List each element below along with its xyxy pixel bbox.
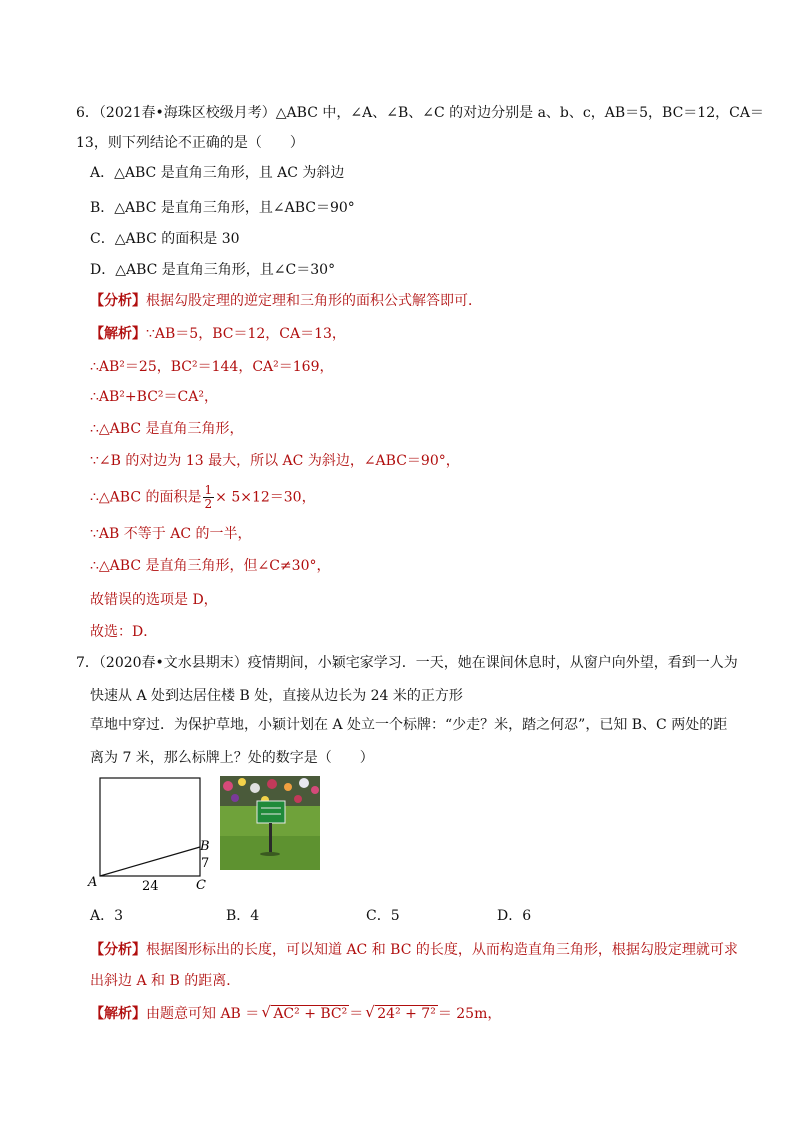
q7-option-d: D．6	[497, 908, 532, 924]
label-24: 24	[142, 879, 159, 894]
q6-solution-line5: ∵∠B 的对边为 13 最大，所以 AC 为斜边，∠ABC＝90°，	[90, 453, 460, 469]
solution-text: 由题意可知 AB ＝	[146, 1006, 260, 1022]
q6-solution-line9: 故错误的选项是 D，	[90, 592, 218, 608]
fraction-numerator: 1	[204, 483, 213, 497]
q6-analysis	[90, 291, 482, 311]
analysis-tag: 【分析】	[90, 293, 146, 309]
q6-option-c: C．△ABC 的面积是 30	[90, 231, 240, 247]
label-c: C	[196, 878, 206, 893]
solution-text: ∵AB＝5，BC＝12，CA＝13，	[146, 326, 346, 342]
q7-stem-line1: 7．（2020春•文水县期末）疫情期间，小颖宅家学习．一天，她在课间休息时，从窗户向外望，看到一人为	[76, 655, 738, 671]
solution-tag: 【解析】	[90, 326, 146, 342]
q6-solution-line7: ∵AB 不等于 AC 的一半，	[90, 526, 252, 542]
q6-solution-line6	[90, 484, 316, 511]
q7-stem-line2: 快速从 A 处到达居住楼 B 处，直接从边长为 24 米的正方形	[90, 688, 463, 704]
analysis-text: 根据勾股定理的逆定理和三角形的面积公式解答即可．	[146, 293, 482, 309]
equals-sign: ＝	[349, 1006, 364, 1022]
solution-tag: 【解析】	[90, 1006, 146, 1022]
q6-solution-line2: ∴AB²＝25，BC²＝144，CA²＝169，	[90, 359, 334, 375]
q6-stem-line2: 13，则下列结论不正确的是（ ）	[76, 135, 304, 151]
q6-solution-line3: ∴AB²+BC²＝CA²，	[90, 389, 218, 405]
q7-stem-line4: 离为 7 米，那么标牌上？处的数字是（ ）	[90, 750, 374, 766]
analysis-tag: 【分析】	[90, 942, 146, 958]
label-a: A	[88, 875, 98, 890]
diagonal-path	[100, 847, 200, 876]
sqrt-expression-2	[365, 1004, 438, 1024]
area-result: × 5×12＝30，	[215, 489, 316, 506]
q6-option-d: D．△ABC 是直角三角形，且∠C＝30°	[90, 262, 336, 278]
q7-analysis-line1	[90, 940, 738, 960]
radicand-1: AC² + BC²	[273, 1006, 348, 1022]
solution-result: ＝ 25m，	[437, 1006, 502, 1022]
lawn-sign-image	[220, 776, 320, 870]
q7-solution-line1	[90, 1004, 501, 1024]
q6-solution-line1	[90, 324, 346, 344]
q6-solution-line8: ∴△ABC 是直角三角形，但∠C≠30°，	[90, 558, 331, 574]
q6-solution-line10: 故选：D．	[90, 624, 158, 640]
q6-stem-line1: 6．（2021春•海珠区校级月考）△ABC 中，∠A、∠B、∠C 的对边分别是 a、b、c，AB＝5，BC＝12，CA＝	[76, 105, 764, 121]
square-lawn-figure	[86, 770, 216, 894]
sqrt-expression-1	[261, 1004, 349, 1024]
half-fraction	[203, 484, 215, 511]
analysis-text: 根据图形标出的长度，可以知道 AC 和 BC 的长度，从而构造直角三角形，根据勾股定理就可求	[146, 942, 738, 958]
q6-solution-line4: ∴△ABC 是直角三角形，	[90, 421, 244, 437]
q6-option-a: A．△ABC 是直角三角形，且 AC 为斜边	[90, 165, 345, 181]
q6-option-b: B．△ABC 是直角三角形，且∠ABC＝90°	[90, 200, 355, 216]
q7-option-a: A．3	[90, 908, 124, 924]
label-7: 7	[201, 856, 210, 871]
q7-analysis-line2: 出斜边 A 和 B 的距离．	[90, 973, 241, 989]
q7-option-b: B．4	[226, 908, 260, 924]
q7-option-c: C．5	[366, 908, 400, 924]
lawn-sign-photo	[220, 776, 320, 870]
label-b: B	[200, 839, 210, 854]
area-text: ∴△ABC 的面积是	[90, 489, 202, 506]
fraction-denominator: 2	[204, 497, 213, 511]
q7-stem-line3: 草地中穿过．为保护草地，小颖计划在 A 处立一个标牌：“少走？米，踏之何忍”，已知 B、C 两处的距	[90, 717, 728, 733]
radicand-2: 24² + 7²	[377, 1006, 436, 1022]
